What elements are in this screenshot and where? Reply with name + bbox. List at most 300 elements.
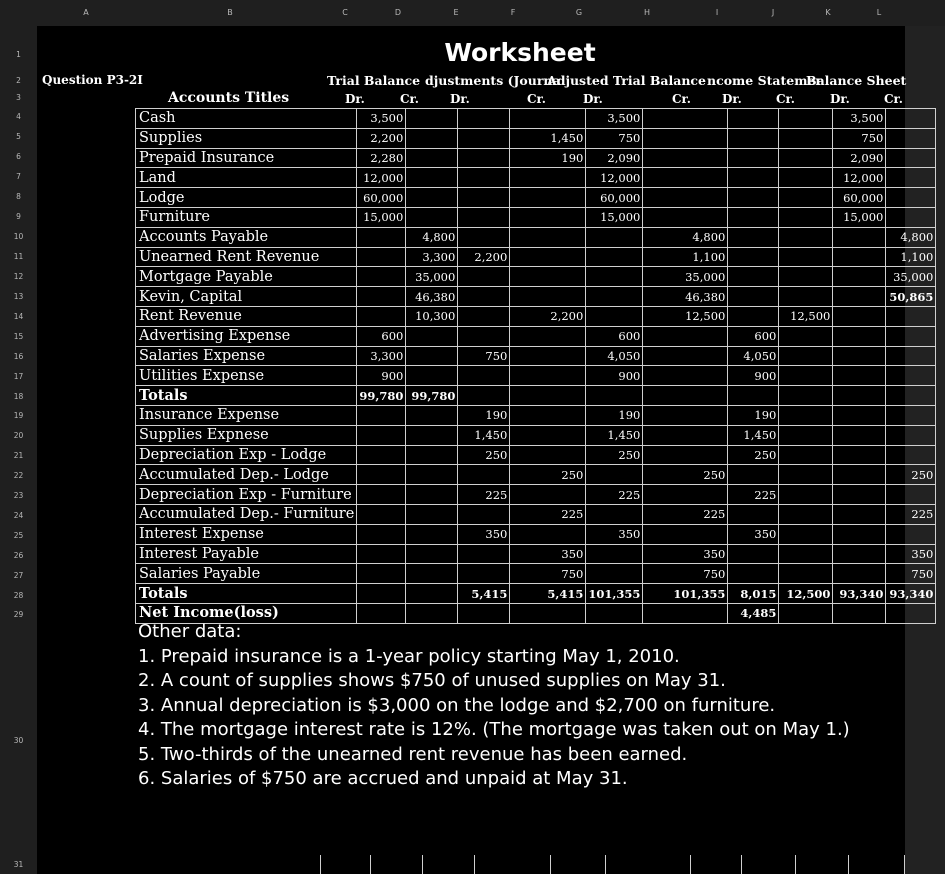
amount-cell[interactable] — [406, 326, 458, 346]
amount-cell[interactable]: 3,300 — [406, 247, 458, 267]
amount-cell[interactable]: 750 — [510, 564, 586, 584]
amount-cell[interactable] — [510, 366, 586, 386]
amount-cell[interactable] — [510, 188, 586, 208]
amount-cell[interactable] — [779, 524, 833, 544]
amount-cell[interactable]: 3,500 — [586, 109, 643, 129]
account-cell[interactable]: Accumulated Dep.- Lodge — [136, 465, 357, 485]
amount-cell[interactable] — [886, 603, 936, 623]
amount-cell[interactable] — [586, 465, 643, 485]
amount-cell[interactable] — [779, 544, 833, 564]
amount-cell[interactable]: 250 — [728, 445, 779, 465]
row-header[interactable]: 14 — [13, 312, 24, 321]
amount-cell[interactable]: 12,500 — [779, 584, 833, 604]
amount-cell[interactable] — [728, 267, 779, 287]
amount-cell[interactable] — [779, 485, 833, 505]
amount-cell[interactable] — [458, 207, 510, 227]
amount-cell[interactable] — [643, 445, 728, 465]
amount-cell[interactable]: 15,000 — [586, 207, 643, 227]
amount-cell[interactable]: 46,380 — [643, 287, 728, 307]
amount-cell[interactable] — [643, 188, 728, 208]
row-header[interactable]: 10 — [13, 232, 24, 241]
amount-cell[interactable]: 750 — [643, 564, 728, 584]
column-header-e[interactable]: E — [453, 8, 459, 17]
amount-cell[interactable] — [458, 287, 510, 307]
column-header-i[interactable]: I — [715, 8, 719, 17]
amount-cell[interactable]: 10,300 — [406, 306, 458, 326]
amount-cell[interactable] — [357, 247, 406, 267]
amount-cell[interactable]: 750 — [458, 346, 510, 366]
row-header[interactable]: 24 — [13, 511, 24, 520]
amount-cell[interactable] — [886, 326, 936, 346]
amount-cell[interactable]: 350 — [643, 544, 728, 564]
amount-cell[interactable] — [886, 306, 936, 326]
amount-cell[interactable] — [728, 247, 779, 267]
amount-cell[interactable] — [886, 109, 936, 129]
row-header[interactable]: 3 — [16, 93, 21, 102]
amount-cell[interactable] — [586, 544, 643, 564]
amount-cell[interactable] — [357, 564, 406, 584]
amount-cell[interactable]: 12,000 — [357, 168, 406, 188]
row-header[interactable]: 9 — [16, 212, 21, 221]
amount-cell[interactable] — [886, 148, 936, 168]
amount-cell[interactable]: 2,200 — [510, 306, 586, 326]
amount-cell[interactable] — [728, 128, 779, 148]
amount-cell[interactable]: 350 — [586, 524, 643, 544]
amount-cell[interactable] — [586, 306, 643, 326]
amount-cell[interactable] — [779, 287, 833, 307]
column-header-c[interactable]: C — [342, 8, 348, 17]
amount-cell[interactable]: 250 — [586, 445, 643, 465]
row-header[interactable]: 2 — [16, 76, 21, 85]
amount-cell[interactable] — [728, 465, 779, 485]
amount-cell[interactable] — [886, 346, 936, 366]
amount-cell[interactable]: 4,050 — [728, 346, 779, 366]
amount-cell[interactable] — [833, 564, 886, 584]
amount-cell[interactable]: 4,050 — [586, 346, 643, 366]
column-header-h[interactable]: H — [643, 8, 650, 17]
amount-cell[interactable]: 190 — [728, 405, 779, 425]
amount-cell[interactable]: 35,000 — [406, 267, 458, 287]
amount-cell[interactable] — [833, 247, 886, 267]
select-all-corner[interactable] — [0, 0, 37, 26]
amount-cell[interactable] — [458, 227, 510, 247]
amount-cell[interactable]: 190 — [510, 148, 586, 168]
amount-cell[interactable] — [779, 564, 833, 584]
account-cell[interactable]: Accounts Payable — [136, 227, 357, 247]
amount-cell[interactable]: 101,355 — [643, 584, 728, 604]
amount-cell[interactable]: 1,450 — [586, 425, 643, 445]
amount-cell[interactable] — [728, 544, 779, 564]
row-header[interactable]: 1 — [16, 50, 21, 59]
amount-cell[interactable]: 250 — [886, 465, 936, 485]
amount-cell[interactable] — [643, 346, 728, 366]
amount-cell[interactable] — [779, 267, 833, 287]
amount-cell[interactable] — [833, 524, 886, 544]
amount-cell[interactable] — [886, 366, 936, 386]
row-header[interactable]: 16 — [13, 352, 24, 361]
row-header[interactable]: 19 — [13, 411, 24, 420]
amount-cell[interactable]: 225 — [510, 504, 586, 524]
amount-cell[interactable] — [728, 386, 779, 406]
amount-cell[interactable] — [643, 405, 728, 425]
amount-cell[interactable] — [779, 148, 833, 168]
row-header[interactable]: 15 — [13, 332, 24, 341]
amount-cell[interactable] — [833, 227, 886, 247]
amount-cell[interactable] — [728, 564, 779, 584]
amount-cell[interactable] — [833, 485, 886, 505]
row-header[interactable]: 12 — [13, 272, 24, 281]
amount-cell[interactable]: 750 — [833, 128, 886, 148]
column-header-b[interactable]: B — [227, 8, 233, 17]
amount-cell[interactable] — [406, 346, 458, 366]
amount-cell[interactable] — [357, 524, 406, 544]
amount-cell[interactable] — [357, 425, 406, 445]
amount-cell[interactable] — [510, 425, 586, 445]
amount-cell[interactable]: 225 — [458, 485, 510, 505]
amount-cell[interactable]: 190 — [458, 405, 510, 425]
amount-cell[interactable] — [779, 366, 833, 386]
amount-cell[interactable] — [406, 366, 458, 386]
amount-cell[interactable]: 1,450 — [510, 128, 586, 148]
amount-cell[interactable] — [779, 227, 833, 247]
amount-cell[interactable] — [586, 267, 643, 287]
amount-cell[interactable] — [833, 366, 886, 386]
account-cell[interactable]: Kevin, Capital — [136, 287, 357, 307]
amount-cell[interactable]: 1,450 — [728, 425, 779, 445]
amount-cell[interactable]: 4,485 — [728, 603, 779, 623]
account-cell[interactable]: Depreciation Exp - Lodge — [136, 445, 357, 465]
amount-cell[interactable] — [458, 326, 510, 346]
amount-cell[interactable]: 1,100 — [886, 247, 936, 267]
account-cell[interactable]: Salaries Expense — [136, 346, 357, 366]
amount-cell[interactable]: 250 — [458, 445, 510, 465]
amount-cell[interactable]: 12,000 — [586, 168, 643, 188]
account-cell[interactable]: Supplies Expnese — [136, 425, 357, 445]
amount-cell[interactable] — [833, 544, 886, 564]
amount-cell[interactable] — [643, 128, 728, 148]
column-header-d[interactable]: D — [394, 8, 402, 17]
column-header-g[interactable]: G — [575, 8, 583, 17]
amount-cell[interactable] — [357, 287, 406, 307]
amount-cell[interactable] — [357, 504, 406, 524]
amount-cell[interactable]: 250 — [510, 465, 586, 485]
row-header[interactable]: 27 — [13, 571, 24, 580]
account-cell[interactable]: Totals — [136, 584, 357, 604]
amount-cell[interactable] — [886, 445, 936, 465]
amount-cell[interactable] — [728, 188, 779, 208]
amount-cell[interactable] — [728, 148, 779, 168]
amount-cell[interactable]: 225 — [886, 504, 936, 524]
amount-cell[interactable] — [458, 267, 510, 287]
amount-cell[interactable] — [510, 207, 586, 227]
amount-cell[interactable]: 93,340 — [833, 584, 886, 604]
amount-cell[interactable]: 1,100 — [643, 247, 728, 267]
amount-cell[interactable] — [833, 306, 886, 326]
amount-cell[interactable] — [779, 109, 833, 129]
amount-cell[interactable]: 350 — [458, 524, 510, 544]
amount-cell[interactable] — [458, 128, 510, 148]
row-header[interactable]: 26 — [13, 551, 24, 560]
account-cell[interactable]: Insurance Expense — [136, 405, 357, 425]
amount-cell[interactable] — [510, 524, 586, 544]
amount-cell[interactable]: 750 — [586, 128, 643, 148]
amount-cell[interactable] — [728, 207, 779, 227]
column-header-a[interactable]: A — [83, 8, 89, 17]
amount-cell[interactable] — [886, 524, 936, 544]
amount-cell[interactable]: 900 — [728, 366, 779, 386]
amount-cell[interactable] — [643, 168, 728, 188]
amount-cell[interactable] — [406, 109, 458, 129]
amount-cell[interactable]: 750 — [886, 564, 936, 584]
amount-cell[interactable] — [833, 465, 886, 485]
amount-cell[interactable]: 250 — [643, 465, 728, 485]
amount-cell[interactable] — [406, 168, 458, 188]
amount-cell[interactable] — [357, 227, 406, 247]
amount-cell[interactable] — [728, 109, 779, 129]
amount-cell[interactable] — [458, 168, 510, 188]
amount-cell[interactable] — [458, 465, 510, 485]
amount-cell[interactable]: 12,500 — [643, 306, 728, 326]
amount-cell[interactable] — [458, 544, 510, 564]
amount-cell[interactable] — [779, 504, 833, 524]
amount-cell[interactable]: 99,780 — [357, 386, 406, 406]
column-header-f[interactable]: F — [510, 8, 516, 17]
amount-cell[interactable]: 15,000 — [833, 207, 886, 227]
amount-cell[interactable] — [586, 564, 643, 584]
amount-cell[interactable]: 101,355 — [586, 584, 643, 604]
amount-cell[interactable] — [833, 425, 886, 445]
amount-cell[interactable] — [833, 445, 886, 465]
row-header[interactable]: 25 — [13, 531, 24, 540]
amount-cell[interactable] — [510, 168, 586, 188]
amount-cell[interactable] — [406, 425, 458, 445]
row-header[interactable]: 23 — [13, 491, 24, 500]
account-cell[interactable]: Lodge — [136, 188, 357, 208]
amount-cell[interactable] — [779, 425, 833, 445]
amount-cell[interactable] — [406, 544, 458, 564]
account-cell[interactable]: Furniture — [136, 207, 357, 227]
amount-cell[interactable] — [779, 247, 833, 267]
amount-cell[interactable] — [357, 485, 406, 505]
row-header[interactable]: 21 — [13, 451, 24, 460]
row-header[interactable]: 29 — [13, 610, 24, 619]
row-header[interactable]: 6 — [16, 152, 21, 161]
amount-cell[interactable] — [833, 386, 886, 406]
row-header[interactable]: 31 — [13, 860, 24, 869]
account-cell[interactable]: Supplies — [136, 128, 357, 148]
amount-cell[interactable]: 93,340 — [886, 584, 936, 604]
amount-cell[interactable] — [357, 465, 406, 485]
amount-cell[interactable]: 190 — [586, 405, 643, 425]
amount-cell[interactable] — [886, 405, 936, 425]
account-cell[interactable]: Advertising Expense — [136, 326, 357, 346]
amount-cell[interactable]: 35,000 — [643, 267, 728, 287]
amount-cell[interactable] — [406, 485, 458, 505]
amount-cell[interactable] — [458, 504, 510, 524]
amount-cell[interactable]: 2,280 — [357, 148, 406, 168]
amount-cell[interactable] — [406, 128, 458, 148]
account-cell[interactable]: Rent Revenue — [136, 306, 357, 326]
account-cell[interactable]: Interest Expense — [136, 524, 357, 544]
amount-cell[interactable] — [510, 267, 586, 287]
amount-cell[interactable]: 350 — [728, 524, 779, 544]
amount-cell[interactable] — [643, 207, 728, 227]
amount-cell[interactable] — [586, 386, 643, 406]
amount-cell[interactable] — [357, 405, 406, 425]
account-cell[interactable]: Accumulated Dep.- Furniture — [136, 504, 357, 524]
row-header[interactable]: 11 — [13, 252, 24, 261]
amount-cell[interactable] — [728, 227, 779, 247]
amount-cell[interactable] — [643, 386, 728, 406]
amount-cell[interactable] — [586, 504, 643, 524]
account-cell[interactable]: Land — [136, 168, 357, 188]
amount-cell[interactable] — [510, 405, 586, 425]
row-header[interactable]: 18 — [13, 392, 24, 401]
amount-cell[interactable]: 2,090 — [833, 148, 886, 168]
amount-cell[interactable] — [643, 148, 728, 168]
amount-cell[interactable] — [833, 326, 886, 346]
amount-cell[interactable]: 46,380 — [406, 287, 458, 307]
amount-cell[interactable]: 2,200 — [357, 128, 406, 148]
amount-cell[interactable]: 12,000 — [833, 168, 886, 188]
amount-cell[interactable] — [510, 247, 586, 267]
row-31-cells[interactable] — [320, 855, 905, 874]
amount-cell[interactable]: 8,015 — [728, 584, 779, 604]
amount-cell[interactable] — [510, 227, 586, 247]
amount-cell[interactable] — [886, 188, 936, 208]
amount-cell[interactable] — [510, 326, 586, 346]
amount-cell[interactable] — [886, 386, 936, 406]
amount-cell[interactable] — [643, 425, 728, 445]
row-header[interactable]: 5 — [16, 132, 21, 141]
amount-cell[interactable] — [357, 544, 406, 564]
amount-cell[interactable] — [779, 405, 833, 425]
amount-cell[interactable] — [728, 168, 779, 188]
amount-cell[interactable] — [779, 207, 833, 227]
amount-cell[interactable] — [510, 445, 586, 465]
column-header-l[interactable]: L — [876, 8, 882, 17]
amount-cell[interactable]: 3,500 — [833, 109, 886, 129]
amount-cell[interactable]: 2,090 — [586, 148, 643, 168]
amount-cell[interactable]: 5,415 — [510, 584, 586, 604]
amount-cell[interactable]: 4,800 — [886, 227, 936, 247]
account-cell[interactable]: Unearned Rent Revenue — [136, 247, 357, 267]
amount-cell[interactable]: 600 — [586, 326, 643, 346]
amount-cell[interactable] — [406, 465, 458, 485]
amount-cell[interactable] — [510, 287, 586, 307]
amount-cell[interactable] — [458, 366, 510, 386]
amount-cell[interactable] — [458, 148, 510, 168]
amount-cell[interactable] — [886, 168, 936, 188]
amount-cell[interactable] — [728, 306, 779, 326]
row-header[interactable]: 20 — [13, 431, 24, 440]
amount-cell[interactable]: 15,000 — [357, 207, 406, 227]
amount-cell[interactable] — [406, 504, 458, 524]
amount-cell[interactable] — [510, 346, 586, 366]
row-header[interactable]: 4 — [16, 112, 21, 121]
amount-cell[interactable] — [643, 524, 728, 544]
amount-cell[interactable] — [886, 128, 936, 148]
row-header[interactable]: 22 — [13, 471, 24, 480]
amount-cell[interactable]: 900 — [586, 366, 643, 386]
amount-cell[interactable] — [779, 326, 833, 346]
amount-cell[interactable] — [779, 445, 833, 465]
amount-cell[interactable]: 5,415 — [458, 584, 510, 604]
amount-cell[interactable]: 35,000 — [886, 267, 936, 287]
amount-cell[interactable]: 12,500 — [779, 306, 833, 326]
amount-cell[interactable] — [643, 366, 728, 386]
amount-cell[interactable]: 225 — [643, 504, 728, 524]
amount-cell[interactable] — [406, 524, 458, 544]
amount-cell[interactable] — [779, 465, 833, 485]
amount-cell[interactable] — [643, 326, 728, 346]
row-header[interactable]: 8 — [16, 192, 21, 201]
amount-cell[interactable] — [643, 485, 728, 505]
row-header[interactable]: 30 — [13, 736, 24, 745]
amount-cell[interactable]: 225 — [728, 485, 779, 505]
account-cell[interactable]: Cash — [136, 109, 357, 129]
amount-cell[interactable] — [406, 148, 458, 168]
amount-cell[interactable]: 60,000 — [586, 188, 643, 208]
amount-cell[interactable] — [833, 267, 886, 287]
amount-cell[interactable] — [406, 188, 458, 208]
amount-cell[interactable]: 350 — [886, 544, 936, 564]
amount-cell[interactable] — [406, 445, 458, 465]
account-cell[interactable]: Interest Payable — [136, 544, 357, 564]
amount-cell[interactable] — [458, 306, 510, 326]
amount-cell[interactable]: 600 — [357, 326, 406, 346]
account-cell[interactable]: Totals — [136, 386, 357, 406]
amount-cell[interactable]: 350 — [510, 544, 586, 564]
amount-cell[interactable] — [458, 109, 510, 129]
amount-cell[interactable] — [779, 386, 833, 406]
amount-cell[interactable]: 225 — [586, 485, 643, 505]
account-cell[interactable]: Net Income(loss) — [136, 603, 357, 623]
account-cell[interactable]: Salaries Payable — [136, 564, 357, 584]
amount-cell[interactable] — [643, 109, 728, 129]
amount-cell[interactable] — [357, 445, 406, 465]
amount-cell[interactable] — [728, 287, 779, 307]
amount-cell[interactable] — [833, 346, 886, 366]
amount-cell[interactable] — [458, 564, 510, 584]
amount-cell[interactable]: 1,450 — [458, 425, 510, 445]
amount-cell[interactable] — [510, 109, 586, 129]
row-header[interactable]: 17 — [13, 372, 24, 381]
row-header[interactable]: 13 — [13, 292, 24, 301]
amount-cell[interactable] — [833, 405, 886, 425]
amount-cell[interactable] — [586, 287, 643, 307]
amount-cell[interactable]: 2,200 — [458, 247, 510, 267]
amount-cell[interactable]: 60,000 — [833, 188, 886, 208]
amount-cell[interactable] — [357, 267, 406, 287]
amount-cell[interactable]: 3,500 — [357, 109, 406, 129]
amount-cell[interactable] — [833, 504, 886, 524]
row-header[interactable]: 7 — [16, 172, 21, 181]
amount-cell[interactable] — [357, 306, 406, 326]
account-cell[interactable]: Prepaid Insurance — [136, 148, 357, 168]
amount-cell[interactable] — [779, 188, 833, 208]
amount-cell[interactable] — [510, 386, 586, 406]
amount-cell[interactable]: 60,000 — [357, 188, 406, 208]
account-cell[interactable]: Depreciation Exp - Furniture — [136, 485, 357, 505]
amount-cell[interactable] — [406, 564, 458, 584]
column-header-k[interactable]: K — [825, 8, 831, 17]
amount-cell[interactable] — [779, 128, 833, 148]
amount-cell[interactable] — [458, 386, 510, 406]
amount-cell[interactable]: 4,800 — [406, 227, 458, 247]
amount-cell[interactable] — [406, 207, 458, 227]
amount-cell[interactable] — [833, 287, 886, 307]
